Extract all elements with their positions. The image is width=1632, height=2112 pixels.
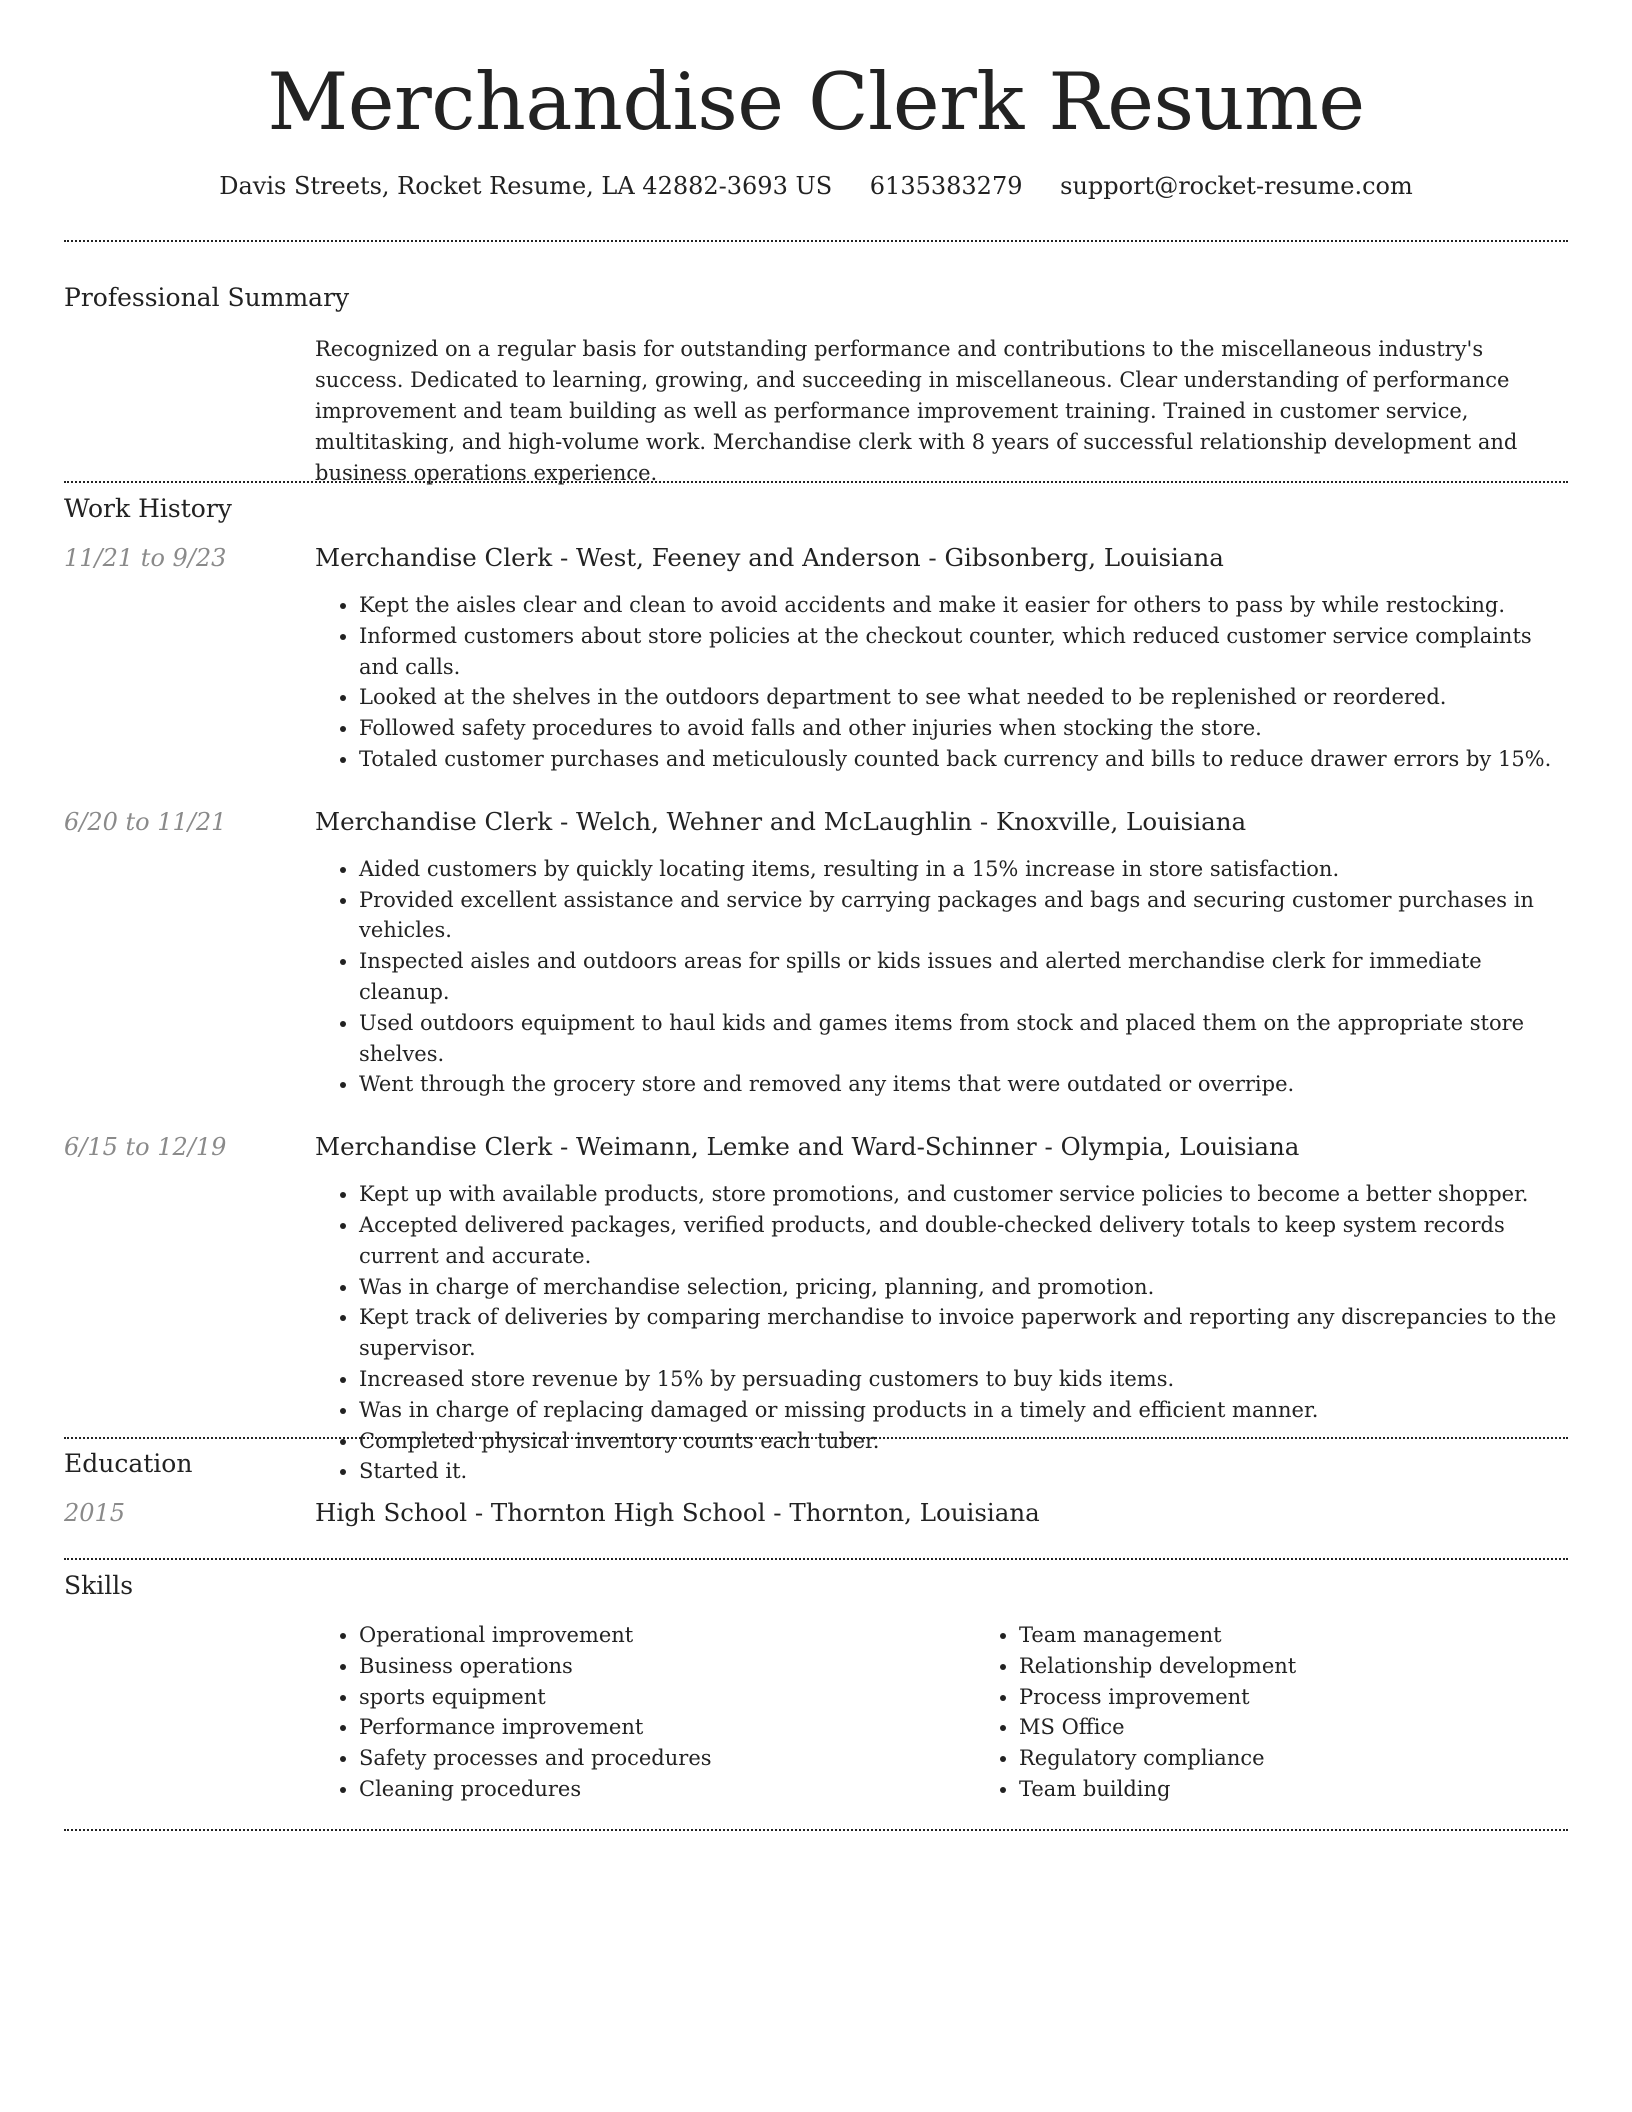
skill-item: • Team management xyxy=(1019,1620,1632,1651)
list-item: • Provided excellent assistance and service by carrying packages and bags and securing customer purchases in vehicles. xyxy=(359,885,1568,947)
summary-divider xyxy=(64,481,1568,483)
skill-item: • Performance improvement xyxy=(359,1712,975,1743)
education-year: 2015 xyxy=(64,1499,126,1527)
contact-email: support@rocket-resume.com xyxy=(1060,172,1413,200)
list-item: • Informed customers about store policies at the checkout counter, which reduced customer service complaints and calls. xyxy=(359,621,1568,683)
skill-item: • Business operations xyxy=(359,1651,975,1682)
skill-item: • Cleaning procedures xyxy=(359,1774,975,1805)
education-section xyxy=(64,1449,1568,1527)
job-bullets xyxy=(315,854,1568,1100)
job-title: Merchandise Clerk - Weimann, Lemke and Ward-Schinner - Olympia, Louisiana xyxy=(315,1132,1300,1162)
contact-phone: 6135383279 xyxy=(869,172,1023,200)
header-divider xyxy=(64,240,1568,242)
contact-line xyxy=(0,172,1632,200)
skills-section xyxy=(64,1571,1568,1805)
job-dates: 11/21 to 9/23 xyxy=(64,544,227,572)
job-entry xyxy=(64,543,1568,775)
list-item: • Totaled customer purchases and meticulously counted back currency and bills to reduce drawer errors by 15%. xyxy=(359,744,1568,775)
work-heading: Work History xyxy=(64,494,232,523)
education-entry xyxy=(64,1498,1568,1527)
skill-item: • Regulatory compliance xyxy=(1019,1743,1632,1774)
summary-heading: Professional Summary xyxy=(64,283,350,312)
skills-list-right xyxy=(975,1620,1632,1805)
list-item: • Kept the aisles clear and clean to avoid accidents and make it easier for others to pass by while restocking. xyxy=(359,590,1568,621)
list-item: • Went through the grocery store and removed any items that were outdated or overripe. xyxy=(359,1069,1568,1100)
job-bullets xyxy=(315,1179,1568,1487)
list-item: • Followed safety procedures to avoid falls and other injuries when stocking the store. xyxy=(359,713,1568,744)
education-title: High School - Thornton High School - Thornton, Louisiana xyxy=(315,1498,1040,1527)
job-title: Merchandise Clerk - West, Feeney and Anderson - Gibsonberg, Louisiana xyxy=(315,543,1224,572)
list-item: • Was in charge of replacing damaged or missing products in a timely and efficient manner. xyxy=(359,1395,1568,1426)
skill-item: • sports equipment xyxy=(359,1682,975,1713)
list-item: • Kept track of deliveries by comparing merchandise to invoice paperwork and reporting any discrepancies to the supervisor. xyxy=(359,1302,1568,1364)
education-heading: Education xyxy=(64,1449,193,1478)
list-item: • Looked at the shelves in the outdoors department to see what needed to be replenished or reordered. xyxy=(359,682,1568,713)
list-item: • Aided customers by quickly locating items, resulting in a 15% increase in store satisfaction. xyxy=(359,854,1568,885)
job-dates: 6/20 to 11/21 xyxy=(64,807,227,836)
education-divider xyxy=(64,1558,1568,1560)
job-entry xyxy=(64,807,1568,1100)
list-item: • Increased store revenue by 15% by persuading customers to buy kids items. xyxy=(359,1364,1568,1395)
skills-heading: Skills xyxy=(64,1571,134,1600)
skill-item: • Team building xyxy=(1019,1774,1632,1805)
skills-divider xyxy=(64,1829,1568,1831)
skill-item: • Relationship development xyxy=(1019,1651,1632,1682)
skill-item: • MS Office xyxy=(1019,1712,1632,1743)
skill-item: • Operational improvement xyxy=(359,1620,975,1651)
skills-list-left xyxy=(315,1620,975,1805)
list-item: • Inspected aisles and outdoors areas for spills or kids issues and alerted merchandise clerk for immediate cleanup. xyxy=(359,946,1568,1008)
job-bullets xyxy=(315,590,1568,775)
job-entry xyxy=(64,1132,1568,1487)
summary-section xyxy=(64,283,1568,489)
work-divider xyxy=(64,1437,1568,1439)
skill-item: • Safety processes and procedures xyxy=(359,1743,975,1774)
list-item: • Was in charge of merchandise selection, pricing, planning, and promotion. xyxy=(359,1272,1568,1303)
list-item: • Started it. xyxy=(359,1456,1568,1487)
summary-text: Recognized on a regular basis for outstanding performance and contributions to the miscellaneous industry's success. Dedicated to learning, growing, and succeeding in miscellaneous. Clear understanding of performance improvement and team building as well as performance improvement training. Trained in customer service, multitasking, and high-volume work. Merchandise clerk with 8 years of successful relationship development and business operations experience. xyxy=(315,337,1518,485)
resume-title: Merchandise Clerk Resume xyxy=(267,56,1365,148)
list-item: • Accepted delivered packages, verified products, and double-checked delivery totals to keep system records current and accurate. xyxy=(359,1210,1568,1272)
list-item: • Kept up with available products, store promotions, and customer service policies to become a better shopper. xyxy=(359,1179,1568,1210)
job-title: Merchandise Clerk - Welch, Wehner and McLaughlin - Knoxville, Louisiana xyxy=(315,806,1247,836)
list-item: • Completed physical inventory counts each tuber. xyxy=(359,1426,1568,1457)
contact-address: Davis Streets, Rocket Resume, LA 42882-3693 US xyxy=(219,172,833,200)
job-dates: 6/15 to 12/19 xyxy=(64,1133,227,1162)
work-section xyxy=(64,494,1568,1487)
list-item: • Used outdoors equipment to haul kids and games items from stock and placed them on the appropriate store shelves. xyxy=(359,1008,1568,1070)
skill-item: • Process improvement xyxy=(1019,1682,1632,1713)
